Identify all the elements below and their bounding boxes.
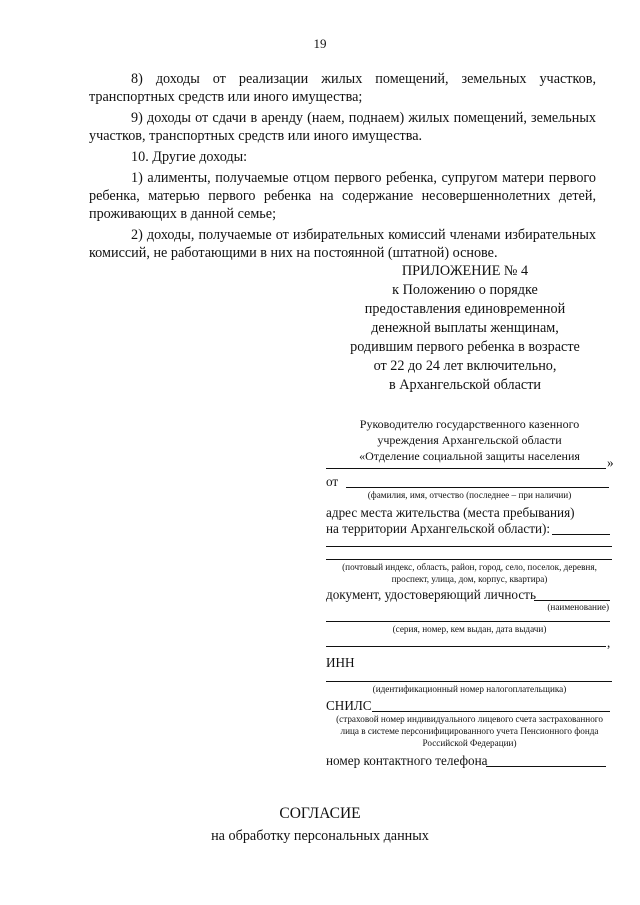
snils-field[interactable] — [372, 711, 610, 712]
consent-title: СОГЛАСИЕ — [279, 805, 361, 822]
addressee-line: «Отделение социальной защиты населения — [359, 449, 580, 463]
inn-label: ИНН — [326, 655, 355, 670]
snils-hint: Российской Федерации) — [422, 738, 517, 748]
snils-hint: лица в системе персонифицированного учета Пенсионного фонда — [340, 726, 599, 736]
consent-heading — [0, 803, 640, 847]
phone-label: номер контактного телефона — [326, 753, 488, 768]
inn-field[interactable] — [326, 681, 612, 682]
list-item: 9) доходы от сдачи в аренду (наем, поднаем) жилых помещений, земельных участков, транспортных средств или иного имущества. — [89, 110, 596, 144]
appendix-line: предоставления единовременной — [364, 301, 566, 317]
document-name-field[interactable] — [534, 600, 610, 601]
address-field-inline[interactable] — [552, 534, 610, 535]
address-hint: проспект, улица, дом, корпус, квартира) — [391, 574, 548, 584]
document-label: документ, удостоверяющий личность — [326, 587, 536, 602]
address-hint: (почтовый индекс, область, район, город, село, поселок, деревня, — [342, 562, 597, 572]
address-field-line[interactable] — [326, 546, 612, 547]
address-field-line[interactable] — [326, 559, 612, 560]
list-item: 2) доходы, получаемые от избирательных комиссий членами избирательных комиссий, не работающими в них на постоянной (штатной) основе. — [89, 227, 596, 261]
addressee-line: учреждения Архангельской области — [377, 433, 562, 447]
from-hint: (фамилия, имя, отчество (последнее – при наличии) — [367, 490, 572, 500]
section-heading: 10. Другие доходы: — [131, 149, 248, 165]
list-item: 1) алименты, получаемые отцом первого ребенка, супругом матери первого ребенка, матерью первого ребенка на содержание несовершеннолетних детей, проживающих в данной семье; — [89, 170, 596, 222]
addressee-line: Руководителю государственного казенного — [359, 417, 580, 431]
closing-quote: » — [607, 455, 614, 470]
appendix-title: ПРИЛОЖЕНИЕ № 4 — [401, 263, 529, 279]
appendix-line: к Положению о порядке — [392, 282, 538, 298]
from-label: от — [326, 474, 339, 489]
from-field[interactable] — [346, 487, 609, 488]
document-details-hint: (серия, номер, кем выдан, дата выдачи) — [392, 624, 547, 634]
appendix-line: родившим первого ребенка в возрасте — [350, 339, 580, 355]
document-name-hint: (наименование) — [547, 602, 609, 612]
snils-hint: (страховой номер индивидуального лицевого счета застрахованного — [336, 714, 603, 724]
appendix-line: в Архангельской области — [389, 377, 541, 393]
list-item: 8) доходы от реализации жилых помещений, земельных участков, транспортных средств или иного имущества; — [89, 71, 596, 105]
snils-label: СНИЛС — [326, 698, 372, 713]
addressee-blank-line[interactable] — [326, 468, 606, 469]
appendix-line: от 22 до 24 лет включительно, — [373, 358, 557, 374]
address-label: адрес места жительства (места пребывания) — [326, 505, 575, 520]
consent-subtitle: на обработку персональных данных — [211, 828, 429, 844]
phone-field[interactable] — [486, 766, 606, 767]
appendix-line: денежной выплаты женщинам, — [371, 320, 559, 336]
document-details-field[interactable] — [326, 621, 610, 622]
document-details-field[interactable] — [326, 646, 606, 647]
applicant-form — [326, 0, 613, 905]
document-end-comma: , — [607, 635, 611, 650]
inn-hint: (идентификационный номер налогоплательщика) — [372, 684, 567, 694]
address-label-territory: на территории Архангельской области): — [326, 521, 551, 536]
page-number: 19 — [313, 36, 327, 51]
